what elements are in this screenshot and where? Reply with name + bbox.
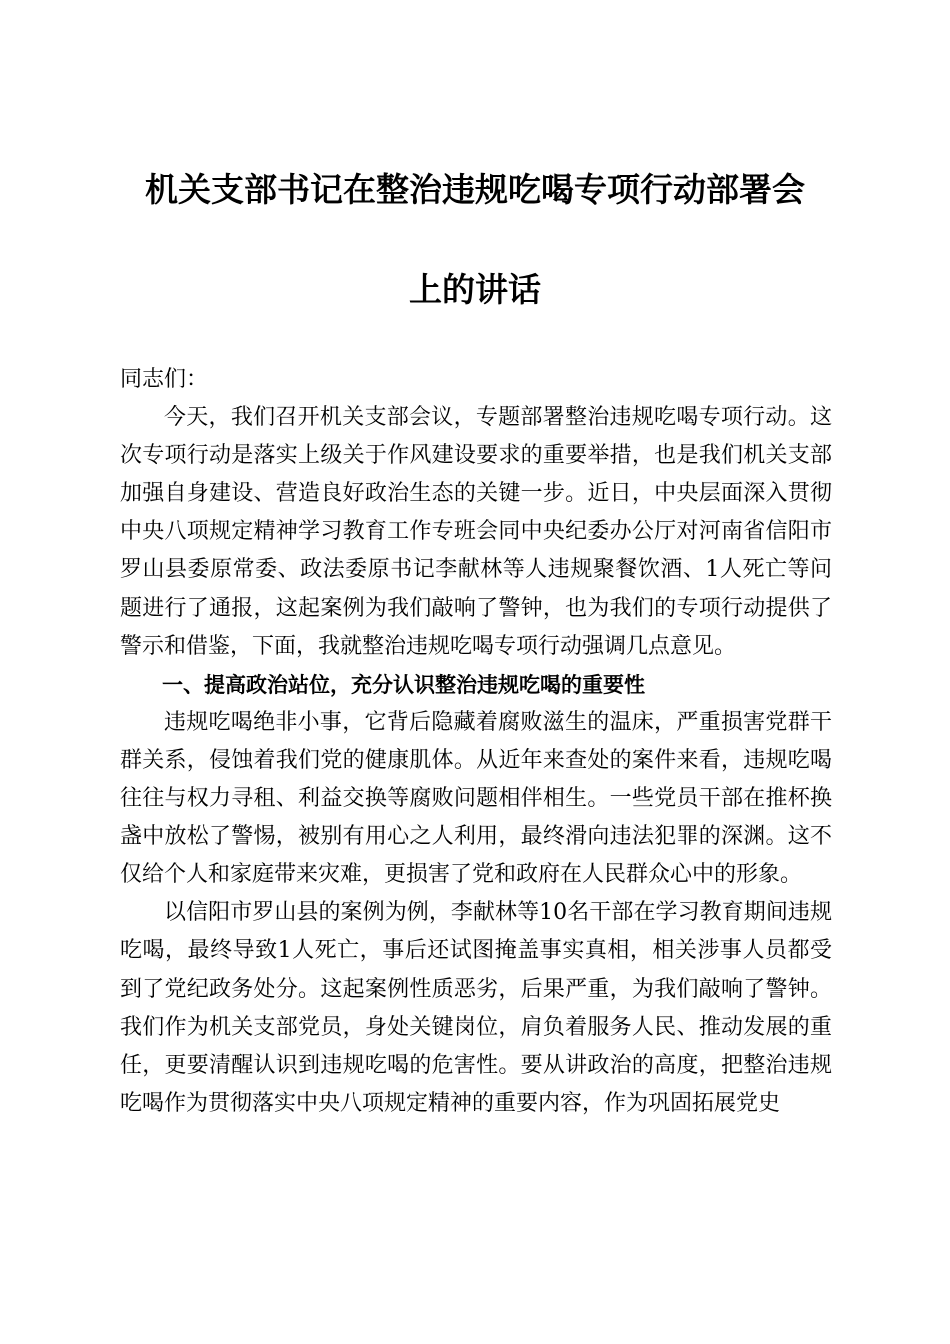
document-title-line-2: 上的讲话 [409, 270, 541, 309]
paragraph: 以信阳市罗山县的案例为例，李献林等10名干部在学习教育期间违规吃喝，最终导致1人死亡，事后还试图掩盖事实真相，相关涉事人员都受到了党纪政务处分。这起案例性质恶劣，后果严重，为我们敲响了警钟。我们作为机关支部党员，身处关键岗位，肩负着服务人民、推动发展的重任，更要清醒认识到违规吃喝的危害性。要从讲政治的高度，把整治违规吃喝作为贯彻落实中央八项规定精神的重要内容，作为巩固拓展党史 [120, 900, 832, 1116]
paragraph: 违规吃喝绝非小事，它背后隐藏着腐败滋生的温床，严重损害党群干群关系，侵蚀着我们党的健康肌体。从近年来查处的案件来看，违规吃喝往往与权力寻租、利益交换等腐败问题相伴相生。一些党员干部在推杯换盏中放松了警惕，被别有用心之人利用，最终滑向违法犯罪的深渊。这不仅给个人和家庭带来灾难，更损害了党和政府在人民群众心中的形象。 [120, 709, 832, 888]
salutation: 同志们： [120, 367, 209, 392]
document-title-line-1: 机关支部书记在整治违规吃喝专项行动部署会 [145, 170, 805, 209]
paragraph-intro: 今天，我们召开机关支部会议，专题部署整治违规吃喝专项行动。这次专项行动是落实上级关于作风建设要求的重要举措，也是我们机关支部加强自身建设、营造良好政治生态的关键一步。近日，中央层面深入贯彻中央八项规定精神学习教育工作专班会同中央纪委办公厅对河南省信阳市罗山县委原常委、政法委原书记李献林等人违规聚餐饮酒、1人死亡等问题进行了通报，这起案例为我们敲响了警钟，也为我们的专项行动提供了警示和借鉴，下面，我就整治违规吃喝专项行动强调几点意见。 [120, 405, 832, 659]
section-heading: 一、提高政治站位，充分认识整治违规吃喝的重要性 [162, 672, 645, 697]
document-body [120, 361, 832, 1123]
